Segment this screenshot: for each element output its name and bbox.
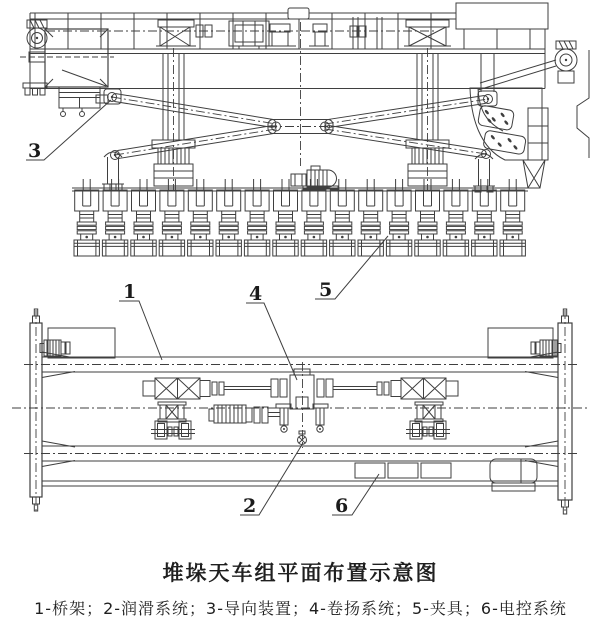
callout-4-number: 4 <box>249 283 263 305</box>
cab-box <box>456 3 548 29</box>
drive-shaft-assembly <box>46 17 451 49</box>
left-end-carriage <box>30 309 42 512</box>
plan-view <box>12 309 590 514</box>
callout-5-number: 5 <box>319 279 333 301</box>
right-support-post <box>473 154 495 192</box>
top-center-box <box>288 8 309 19</box>
left-pulley-block <box>158 402 186 422</box>
elevation-view <box>20 3 589 256</box>
hoist-couplings <box>271 379 333 397</box>
callout-6 <box>332 474 379 517</box>
right-wheel-assembly <box>478 41 589 158</box>
right-pulley-block <box>415 402 443 422</box>
left-guide-trolley <box>151 421 195 439</box>
callout-2-number: 2 <box>243 495 257 517</box>
right-guide-trolley <box>406 421 450 439</box>
hoist-central-gearbox <box>276 369 328 432</box>
callout-3-number: 3 <box>28 140 42 162</box>
drawing-legend: 1-桥架；2-润滑系统；3-导向装置；4-卷扬系统；5-夹具；6-电控系统 <box>34 599 567 618</box>
hoist-left-gearbox <box>143 378 224 399</box>
left-column <box>152 48 195 190</box>
drawing-title: 堆垛天车组平面布置示意图 <box>162 561 439 585</box>
callout-2 <box>240 443 303 517</box>
guide-linkage <box>104 89 493 160</box>
right-end-carriage <box>558 309 572 514</box>
callout-4 <box>246 283 297 380</box>
bridge-girders <box>24 352 580 486</box>
beam-motor <box>291 166 338 189</box>
hoist-shafts <box>224 387 377 390</box>
control-cabinets <box>355 463 451 478</box>
callouts <box>26 100 388 517</box>
callout-6-number: 6 <box>335 495 349 517</box>
right-end-bracket <box>470 53 548 188</box>
hoist-right-gearbox <box>377 378 458 399</box>
callout-1-number: 1 <box>123 281 137 303</box>
lubrication-pump <box>298 431 307 445</box>
callout-3 <box>26 100 111 162</box>
callout-1 <box>119 281 162 360</box>
right-column <box>406 48 449 190</box>
